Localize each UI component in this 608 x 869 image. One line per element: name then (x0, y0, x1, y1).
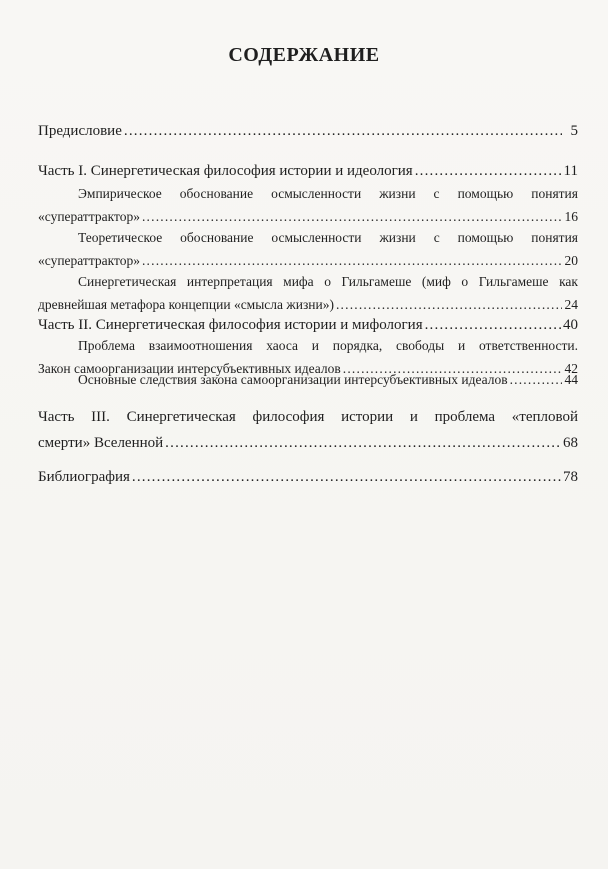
toc-leader-dots (142, 249, 562, 272)
toc-page-number: 42 (564, 361, 578, 376)
toc-leader-dots (142, 205, 562, 228)
toc-entry-label: Закон самоорганизации интерсубъективных идеалов (38, 361, 341, 376)
toc-entry-label-first-line: Теоретическое обоснование осмысленности жизни с помощью понятия (78, 230, 578, 245)
toc-entry-label: смерти» Вселенной (38, 435, 164, 451)
toc-entry-label-first-line: Эмпирическое обоснование осмысленности жизни с помощью понятия (78, 186, 578, 201)
toc-page-number: 24 (564, 297, 578, 312)
toc-leader-dots (415, 158, 562, 184)
toc-page-number: 78 (563, 469, 578, 485)
toc-leader-dots (165, 430, 561, 456)
toc-page-number: 16 (564, 209, 578, 224)
toc-entry-bibliography (38, 464, 578, 490)
page-title: СОДЕРЖАНИЕ (228, 44, 380, 66)
toc-entry-label: Основные следствия закона самоорганизации интерсубъективных идеалов (78, 372, 508, 387)
toc-entry-label: «суператтрактор» (38, 253, 140, 268)
toc-entry-label: «суператтрактор» (38, 209, 140, 224)
toc-entry-gilgamesh (38, 270, 578, 316)
toc-leader-dots (132, 464, 561, 490)
toc-leader-dots (124, 118, 562, 144)
toc-page-number: 40 (563, 317, 578, 333)
toc-entry-theoretical-justification (38, 226, 578, 272)
toc-entry-part-3 (38, 404, 578, 456)
toc-entry-label-first-line: Проблема взаимоотношения хаоса и порядка, свободы и ответственности. (78, 338, 578, 353)
toc-leader-dots (510, 368, 562, 391)
toc-entry-label: Библиография (38, 469, 130, 485)
toc-entry-label-first-line: Синергетическая интерпретация мифа о Гильгамеше (миф о Гильгамеше как (78, 274, 578, 289)
toc-entry-main-consequences (38, 368, 578, 391)
toc-entry-label: Часть II. Синергетическая философия истории и мифология (38, 317, 423, 333)
toc-entry-label: Предисловие (38, 123, 122, 139)
toc-entry-label-first-line: Часть III. Синергетическая философия истории и проблема «тепловой (38, 409, 578, 425)
toc-entry-empirical-justification (38, 182, 578, 228)
toc-entry-label: древнейшая метафора концепции «смысла жизни») (38, 297, 334, 312)
toc-page-number: 20 (564, 253, 578, 268)
toc-page-number: 68 (563, 435, 578, 451)
toc-page-number: 44 (564, 372, 578, 387)
toc-page-number: 5 (570, 123, 578, 139)
toc-page-number: 11 (563, 163, 578, 179)
toc-entry-preface (38, 118, 578, 144)
toc-entry-label: Часть I. Синергетическая философия истории и идеология (38, 163, 413, 179)
toc-entry-part-1 (38, 158, 578, 184)
